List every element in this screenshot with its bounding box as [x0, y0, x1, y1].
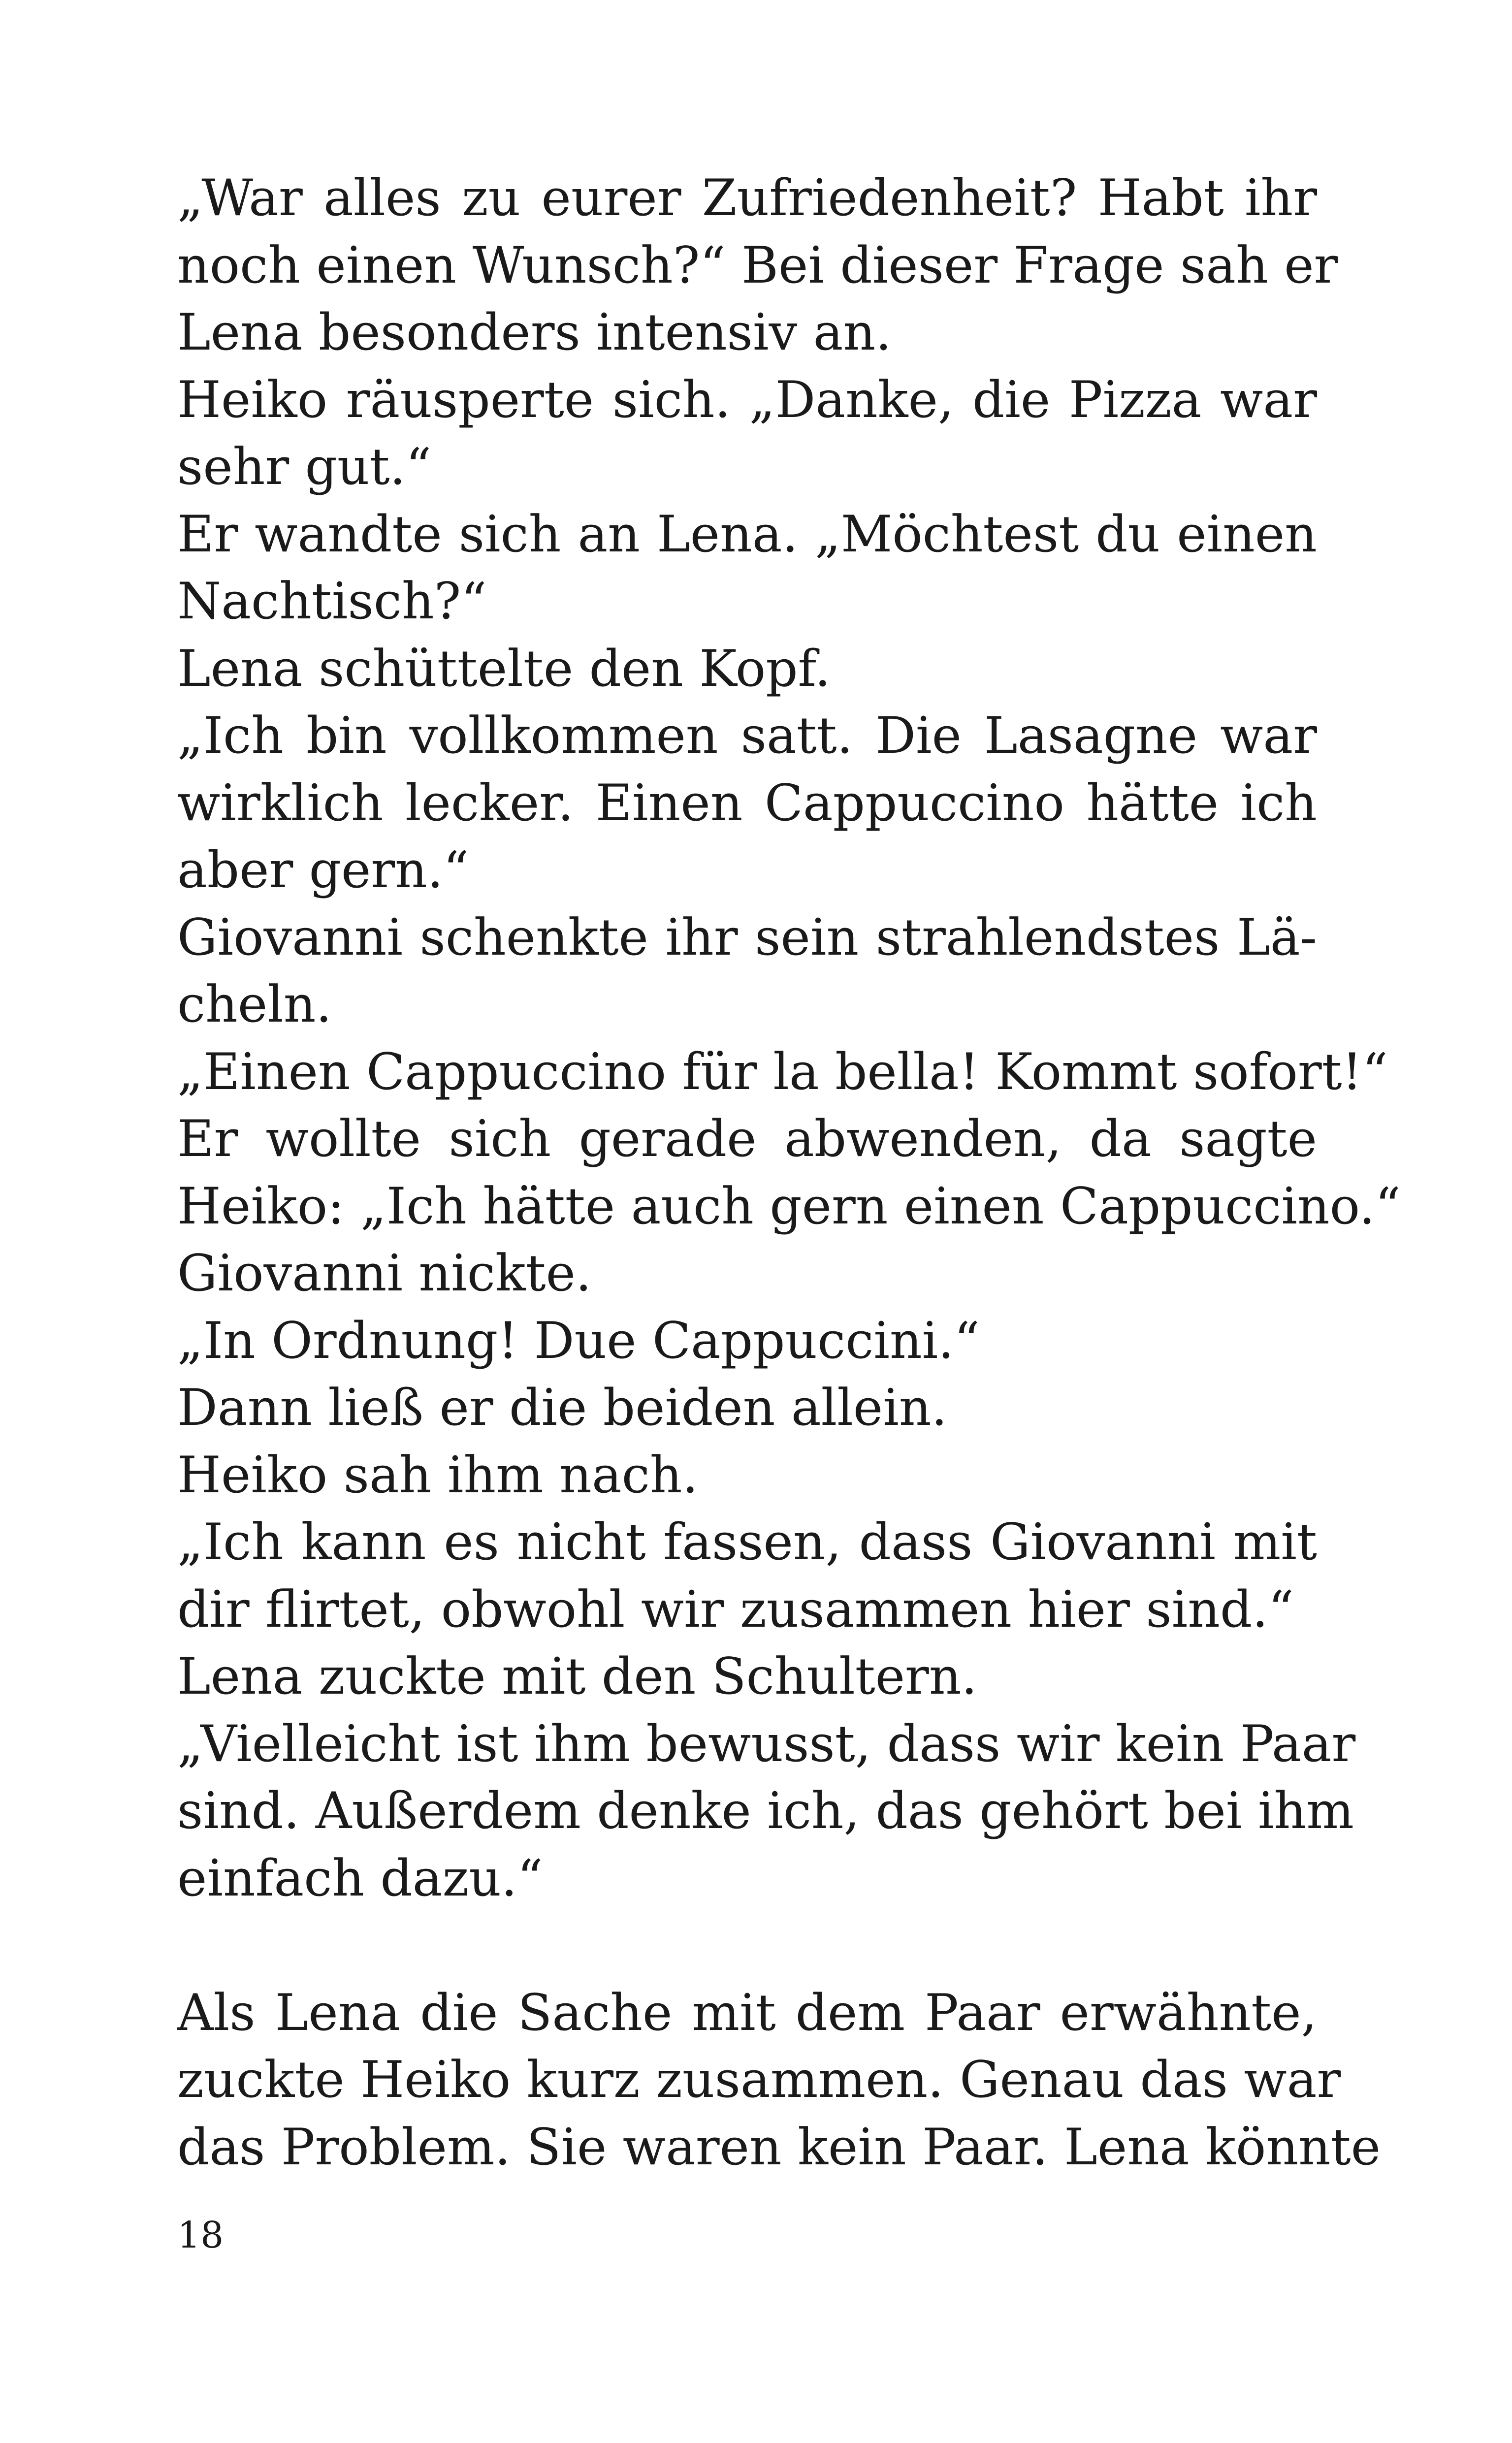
page-number: 18 [177, 2214, 224, 2256]
text-line: einfach dazu.“ [177, 1849, 543, 1908]
text-line: Heiko räusperte sich. „Danke, die Pizza war [177, 370, 1317, 429]
text-line: Lena besonders intensiv an. [177, 303, 892, 362]
body-text [177, 165, 1401, 2181]
text-line: „Ich bin vollkommen satt. Die Lasagne war [177, 707, 1317, 765]
text-line: Giovanni schenkte ihr sein strahlendstes Lä- [177, 908, 1317, 967]
text-line: das Problem. Sie waren kein Paar. Lena könnte [177, 2118, 1381, 2177]
text-line: Als Lena die Sache mit dem Paar erwähnte, [177, 1983, 1317, 2042]
text-line: noch einen Wunsch?“ Bei dieser Frage sah er [177, 236, 1338, 295]
text-line: wirklich lecker. Einen Cappuccino hätte ich [177, 773, 1317, 833]
text-line: „Ich kann es nicht fassen, dass Giovanni mit [177, 1513, 1317, 1572]
text-line: Lena zuckte mit den Schultern. [177, 1647, 977, 1706]
text-line: Dann ließ er die beiden allein. [177, 1379, 948, 1437]
text-line: Heiko: „Ich hätte auch gern einen Cappuccino.“ [177, 1177, 1401, 1236]
text-line: Nachtisch?“ [177, 572, 487, 631]
text-line: sind. Außerdem denke ich, das gehört bei ihm [177, 1782, 1354, 1840]
text-line: Lena schüttelte den Kopf. [177, 639, 831, 698]
paragraph-gap [177, 1912, 1317, 1980]
text-line: cheln. [177, 975, 332, 1034]
text-line: „War alles zu eurer Zufriedenheit? Habt ihr [177, 169, 1317, 227]
text-line: dir flirtet, obwohl wir zusammen hier sind.“ [177, 1580, 1294, 1639]
text-line: Heiko sah ihm nach. [177, 1446, 699, 1505]
text-line: Giovanni nickte. [177, 1244, 592, 1303]
text-line: Er wollte sich gerade abwenden, da sagte [177, 1110, 1317, 1168]
text-line: Er wandte sich an Lena. „Möchtest du einen [177, 505, 1317, 564]
text-line: aber gern.“ [177, 841, 469, 900]
text-line: „In Ordnung! Due Cappuccini.“ [177, 1311, 980, 1370]
text-line: sehr gut.“ [177, 438, 432, 496]
text-line: „Einen Cappuccino für la bella! Kommt sofort!“ [177, 1042, 1388, 1101]
text-line: zuckte Heiko kurz zusammen. Genau das war [177, 2051, 1341, 2109]
text-line: „Vielleicht ist ihm bewusst, dass wir kein Paar [177, 1714, 1356, 1773]
